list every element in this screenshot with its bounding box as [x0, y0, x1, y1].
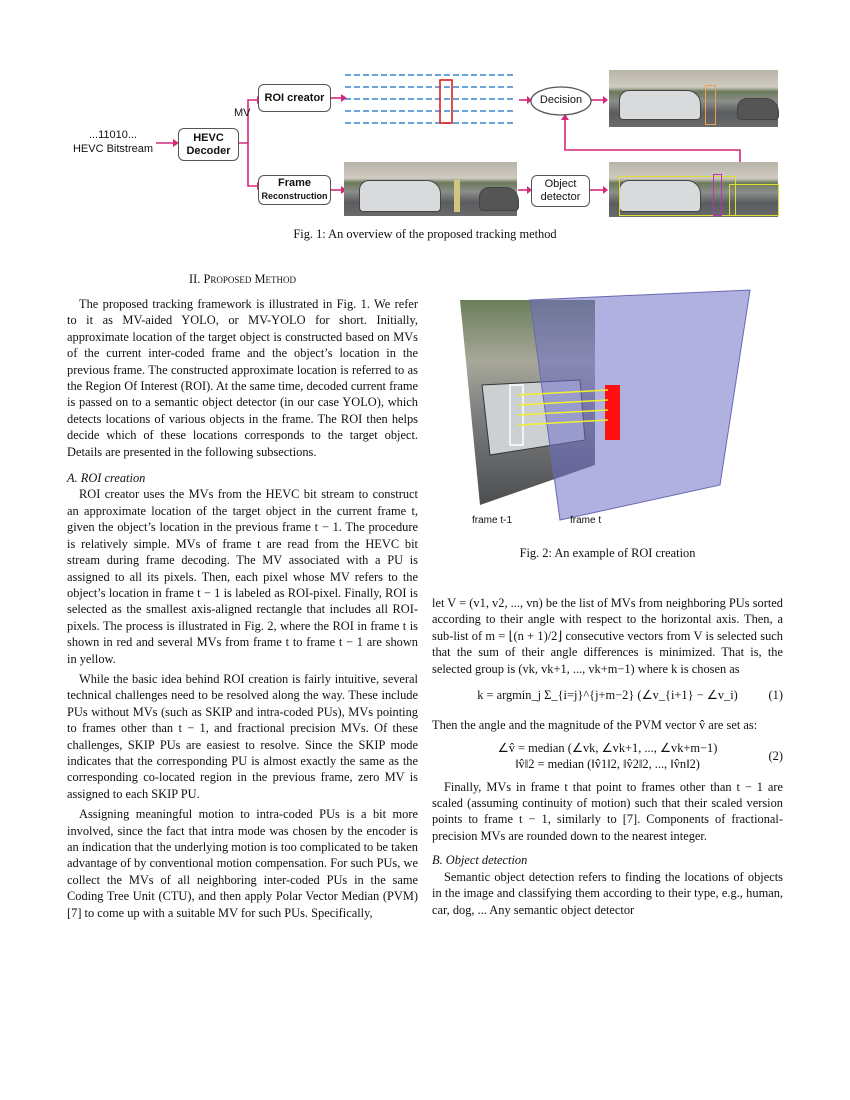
frame-curr-label: frame t: [570, 515, 602, 526]
roi-illustration: [440, 280, 760, 530]
paragraph: let V = (v1, v2, ..., vn) be the list of MVs from neighboring PUs sorted according to their angle with respect to the horizontal axis. Then, a sub-list of m = ⌊(n + 1)/2⌋ consecutive vectors from V is selected such that the sum of their angle differences is minimized. That is, the selected group is (vk, vk+1, ..., vk+m−1) where k is chosen as: [432, 596, 783, 676]
paragraph: ROI creator uses the MVs from the HEVC bit stream to construct an approximate location of the target object in the current frame t, given the object’s location in the previous frame t − 1. The procedure is relatively simple. MVs of frame t are read from the HEVC bit stream during frame decoding. The MV associated with a PU is assigned to all its pixels. Then, each pixel whose MV refers to the object’s location in frame t − 1 is labeled as ROI-pixel. Finally, ROI is selected as the smallest axis-aligned rectangle that includes all ROI-pixels. The process is illustrated in Fig. 2, where the ROI in frame t is shown in red and several MVs from frame t to frame t − 1 are shown in yellow.: [67, 487, 418, 666]
paragraph: Assigning meaningful motion to intra-coded PUs is a bit more involved, since the fact that intra mode was chosen by the encoder is an indication that the underlying motion is too complicated to be taken advantage of by conventional motion compensation. For such PUs, we collect the MVs of all neighboring inter-coded PUs in the same Coding Tree Unit (CTU), and then apply Polar Vector Median (PVM) [7] to come up with a suitable MV for such PUs. Specifically,: [67, 807, 418, 920]
paragraph: Finally, MVs in frame t that point to frames other than t − 1 are scaled (assuming continuity of motion) such that their scaled version points to frame t − 1, similarly to [7]. Components of fractional-precision MVs are rounded down to the nearest integer.: [432, 779, 783, 843]
subsection-heading-b: B. Object detection: [432, 853, 528, 868]
paragraph: While the basic idea behind ROI creation is fairly intuitive, several technical challenges need to be resolved along the way. These include PUs without MVs (such as SKIP and intra-coded PUs), MVs pointing to frames other than t − 1, and fractional precision MVs. Of these challenges, SKIP PUs are easiest to resolve. Since the SKIP mode indicates that the corresponding PU is almost exactly the same as the corresponding co-located region in the previous frame, zero MV is assigned to each SKIP PU.: [67, 671, 418, 801]
equation-1-number: (1): [768, 688, 783, 703]
frame-reconstruction-box: [258, 175, 331, 205]
reconstructed-frame-image: [344, 162, 517, 216]
equation-2-angle: ∠v̂ = median (∠vk, ∠vk+1, ..., ∠vk+m−1): [497, 740, 718, 755]
decoder-line2: Decoder: [186, 144, 231, 157]
object-detector-box: [531, 175, 590, 207]
right-column: [432, 595, 783, 918]
equation-1-body: k = argmin_j Σ_{i=j}^{j+m−2} (∠v_{i+1} − ∠v_i): [477, 688, 738, 703]
equation-2: [432, 740, 783, 773]
figure-1-caption: Fig. 1: An overview of the proposed tracking method: [293, 227, 557, 241]
bitstream-bits: ...11010...: [88, 129, 138, 141]
hevc-decoder-box: [178, 128, 239, 161]
equation-2-magnitude: ‖v̂‖2 = median (‖v̂1‖2, ‖v̂2‖2, ..., ‖v̂n‖2): [515, 757, 700, 772]
paragraph: Semantic object detection refers to finding the locations of objects in the image and classifying them according to their type, e.g., human, car, dog, ... Any semantic object detector: [432, 869, 783, 917]
paragraph: Then the angle and the magnitude of the PVM vector v̂ are set as:: [432, 718, 758, 733]
equation-1: [432, 687, 783, 703]
decision-label: Decision: [539, 94, 583, 106]
subsection-heading-a: A. ROI creation: [67, 471, 146, 486]
mv-label: MV: [234, 107, 251, 119]
roi-creator-label: ROI creator: [264, 91, 325, 104]
frame-recon-line1: Frame: [277, 177, 312, 189]
roi-creator-box: [258, 84, 331, 112]
frame-prev-label: frame t-1: [472, 515, 513, 526]
equation-2-number: (2): [768, 748, 783, 763]
detector-output-image: [609, 162, 778, 217]
left-column: [67, 296, 418, 921]
paragraph: The proposed tracking framework is illustrated in Fig. 1. We refer to it as MV-aided YOLO, or MV-YOLO for short. Initially, approximate location of the target object is constructed based on MVs of the current inter-coded frame and the object’s location in the previous frame. The constructed approximate location is referred to as the Region Of Interest (ROI). At the same time, decoded current frame is passed on to a semantic object detector (in our case YOLO), which detects locations of various objects in the frame. The ROI then helps decide which of these locations corresponds to the target object. Details are presented in the following subsections.: [67, 297, 418, 459]
detector-line1: Object: [544, 178, 577, 190]
decision-output-image: [609, 70, 778, 127]
decoder-line1: HEVC: [193, 131, 224, 144]
detector-line2: detector: [540, 191, 581, 203]
figure-2-caption: Fig. 2: An example of ROI creation: [519, 546, 696, 560]
frame-recon-line2: Reconstruction: [261, 191, 328, 201]
section-title: II. Proposed Method: [189, 272, 296, 286]
bitstream-label: HEVC Bitstream: [72, 143, 154, 155]
